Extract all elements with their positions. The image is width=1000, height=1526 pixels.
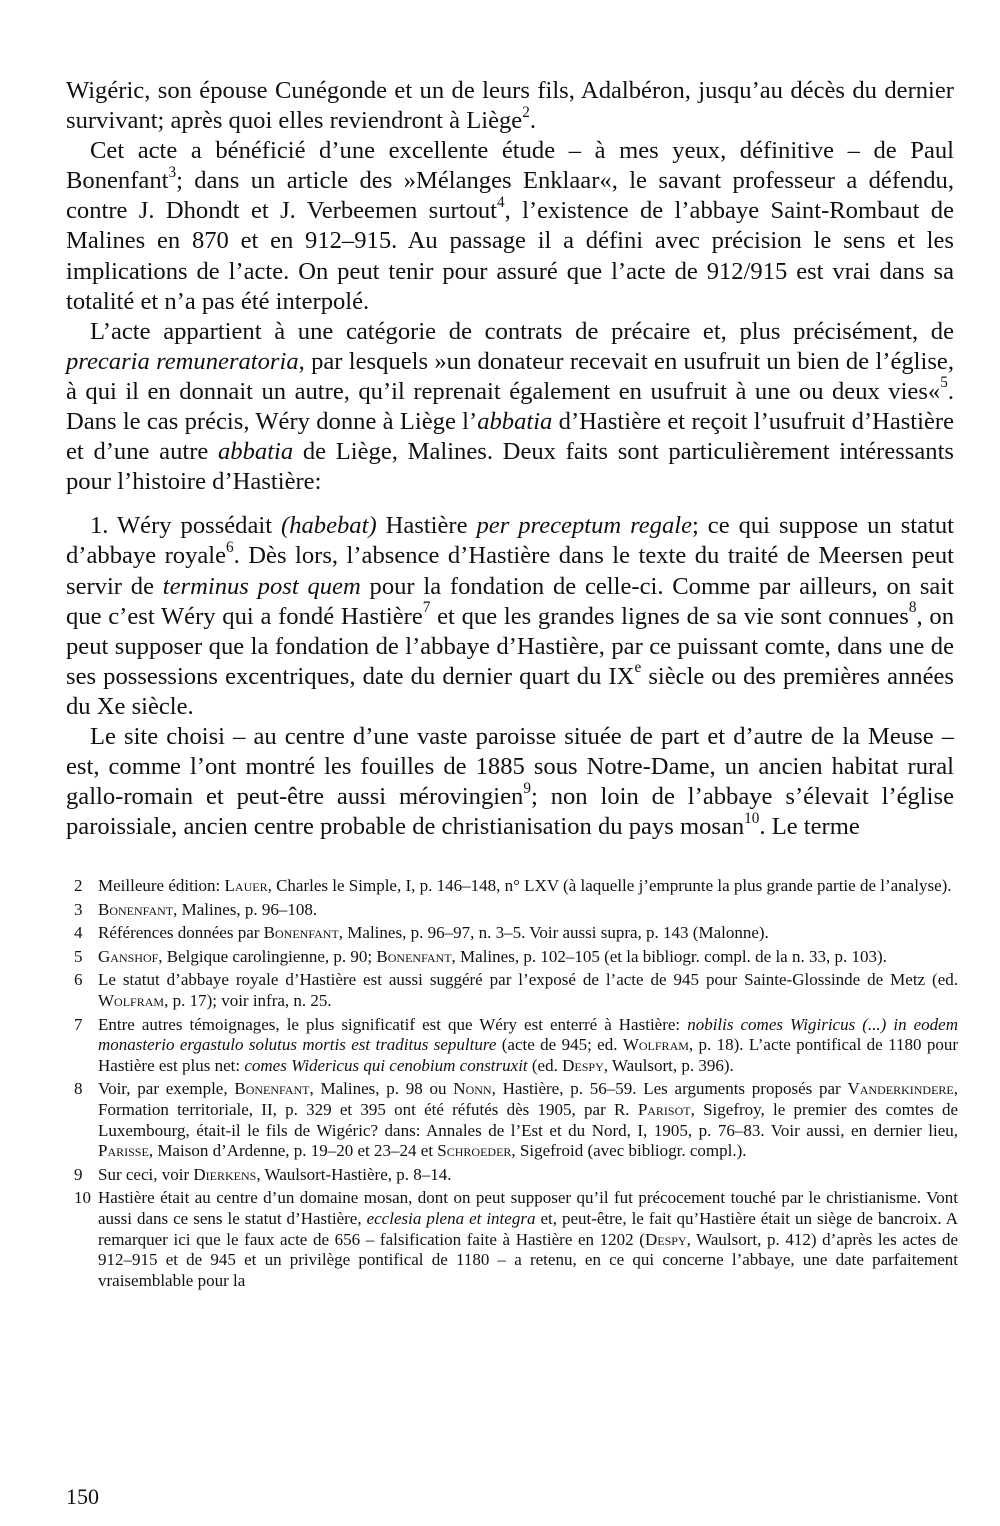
footnote-ref[interactable]: 3 <box>168 163 177 181</box>
footnote-text: Hastière était au centre d’un domaine mosan, dont on peut supposer qu’il fut précocement touché par le christianisme. Vont aussi dans ce sens le statut d’Hastière, ecclesia plena et integra et, peut-être, le fait qu’Hastière était un siège de bancroix. A remarquer ici que le faux acte de 656 – falsification faite à Hastière en 1202 (Despy, Waulsort, p. 412) d’après les actes de 912–915 et de 945 et un privilège pontifical de 1180 – a retenu, en ce qui concerne l’abbaye, une date parfaitement vraisemblable pour la <box>98 1188 958 1290</box>
footnote-number: 6 <box>74 970 83 990</box>
paragraph-4: 1. Wéry possédait (habebat) Hastière per preceptum regale; ce qui suppose un statut d’abbaye royale$^6$. Dès lors, l’absence d’Hastière dans le texte du traité de Meersen peut servir de terminus post quem pour la fondation de celle-ci. Comme par ailleurs, on sait que c’est Wéry qui a fondé Hastière$^7$ et que les grandes lignes de sa vie sont connues$^8$, on peut supposer que la fondation de l’abbaye d’Hastière, par ce puissant comte, dans une de ses possessions excentriques, date du dernier quart du IXe siècle ou des premières années du Xe siècle. <box>66 512 955 720</box>
paragraph-3: L’acte appartient à une catégorie de contrats de précaire et, plus précisément, de precaria remuneratoria, par lesquels »un donateur recevait en usufruit un bien de l’église, à qui il en donnait un autre, qu’il reprenait également en usufruit à une ou deux vies«$^5$. Dans le cas précis, Wéry donne à Liège l’abbatia d’Hastière et reçoit l’usufruit d’Hastière et d’une autre abbatia de Liège, Malines. Deux faits sont particulièrement intéressants pour l’histoire d’Hastière: <box>66 317 954 496</box>
footnote-ref[interactable]: 10 <box>744 809 760 827</box>
footnote-7 <box>74 1015 958 1077</box>
footnote-number: 3 <box>74 899 83 919</box>
footnote-number: 4 <box>74 923 83 943</box>
footnote-9 <box>74 1165 958 1186</box>
footnote-number: 9 <box>74 1164 83 1184</box>
footnote-text: Ganshof, Belgique carolingienne, p. 90; Bonenfant, Malines, p. 102–105 (et la bibliogr. compl. de la n. 33, p. 103). <box>98 946 887 966</box>
footnote-ref[interactable]: 2 <box>522 103 530 121</box>
footnote-text: Sur ceci, voir Dierkens, Waulsort-Hastière, p. 8–14. <box>98 1164 452 1184</box>
footnote-number: 5 <box>74 946 83 966</box>
footnote-2 <box>74 876 958 897</box>
footnote-number: 8 <box>74 1079 83 1099</box>
footnote-10 <box>74 1188 958 1291</box>
page-number: 150 <box>66 1484 99 1509</box>
footnote-text: Voir, par exemple, Bonenfant, Malines, p. 98 ou Nonn, Hastière, p. 56–59. Les arguments proposés par Vanderkindere, Formation territoriale, II, p. 329 et 395 ont été réfutés dès 1905, par R. Parisot, Sigefroy, le premier des comtes de Luxembourg, était-il le fils de Wigéric? dans: Annales de l’Est et du Nord, I, 1905, p. 76–83. Voir aussi, en dernier lieu, Parisse, Maison d’Ardenne, p. 19–20 et 23–24 et Schroeder, Sigefroid (avec bibliogr. compl.). <box>98 1079 958 1161</box>
footnote-text: Bonenfant, Malines, p. 96–108. <box>98 899 318 919</box>
footnote-text: Meilleure édition: Lauer, Charles le Simple, I, p. 146–148, n° LXV (à laquelle j’emprunte la plus grande partie de l’analyse). <box>98 876 952 895</box>
footnote-text: Le statut d’abbaye royale d’Hastière est aussi suggéré par l’exposé de l’acte de 945 pour Sainte-Glossinde de Metz (ed. Wolfram, p. 17); voir infra, n. 25. <box>98 970 958 1010</box>
footnote-8 <box>74 1079 958 1161</box>
paragraph-2: Cet acte a bénéficié d’une excellente étude – à mes yeux, définitive – de Paul Bonenfant$^3$; dans un article des »Mélanges Enklaar«, le savant professeur a défendu, contre J. Dhondt et J. Verbeemen surtout$^4$, l’existence de l’abbaye Saint-Rombaut de Malines en 870 et en 912–915. Au passage il a défini avec précision le sens et les implications de l’acte. On peut tenir pour assuré que l’acte de 912/915 est vrai dans sa totalité et n’a pas été interpolé. <box>66 137 954 315</box>
paragraph-1: Wigéric, son épouse Cunégonde et un de leurs fils, Adalbéron, jusqu’au décès du dernier survivant; après quoi elles reviendront à Liège$^2$. <box>66 77 954 135</box>
footnote-number: 10 <box>74 1188 91 1208</box>
footnote-ref[interactable]: 8 <box>908 599 917 617</box>
paragraph-5: Le site choisi – au centre d’une vaste paroisse située de part et d’autre de la Meuse – est, comme l’ont montré les fouilles de 1885 sous Notre-Dame, un ancien habitat rural gallo-romain et peut-être aussi mérovingien$^9$; non loin de l’abbaye s’élevait l’église paroissiale, ancien centre probable de christianisation du pays mosan$^{10}$. Le terme <box>66 722 954 841</box>
footnote-5 <box>74 947 958 968</box>
footnote-number: 7 <box>74 1014 83 1034</box>
footnote-number: 2 <box>74 876 83 895</box>
footnote-ref[interactable]: 7 <box>422 599 431 617</box>
footnote-ref[interactable]: 5 <box>940 374 948 392</box>
superscript-e: e <box>634 659 642 677</box>
footnote-4 <box>74 923 958 944</box>
footnote-3 <box>74 900 958 921</box>
footnote-ref[interactable]: 6 <box>226 538 234 556</box>
footnote-ref[interactable]: 9 <box>523 779 531 797</box>
footnote-text: Entre autres témoignages, le plus significatif est que Wéry est enterré à Hastière: nobilis comes Wigiricus (...) in eodem monasterio ergastulo solutus mortis est traditus sepulture (acte de 945; ed. Wolfram, p. 18). L’acte pontifical de 1180 pour Hastière est plus net: comes Widericus qui cenobium construxit (ed. Despy, Waulsort, p. 396). <box>98 1014 958 1075</box>
footnote-ref[interactable]: 4 <box>496 193 505 211</box>
footnote-6 <box>74 970 958 1011</box>
footnote-text: Références données par Bonenfant, Malines, p. 96–97, n. 3–5. Voir aussi supra, p. 143 (Malonne). <box>98 923 769 943</box>
main-text <box>66 76 954 842</box>
footnotes <box>74 876 958 1294</box>
